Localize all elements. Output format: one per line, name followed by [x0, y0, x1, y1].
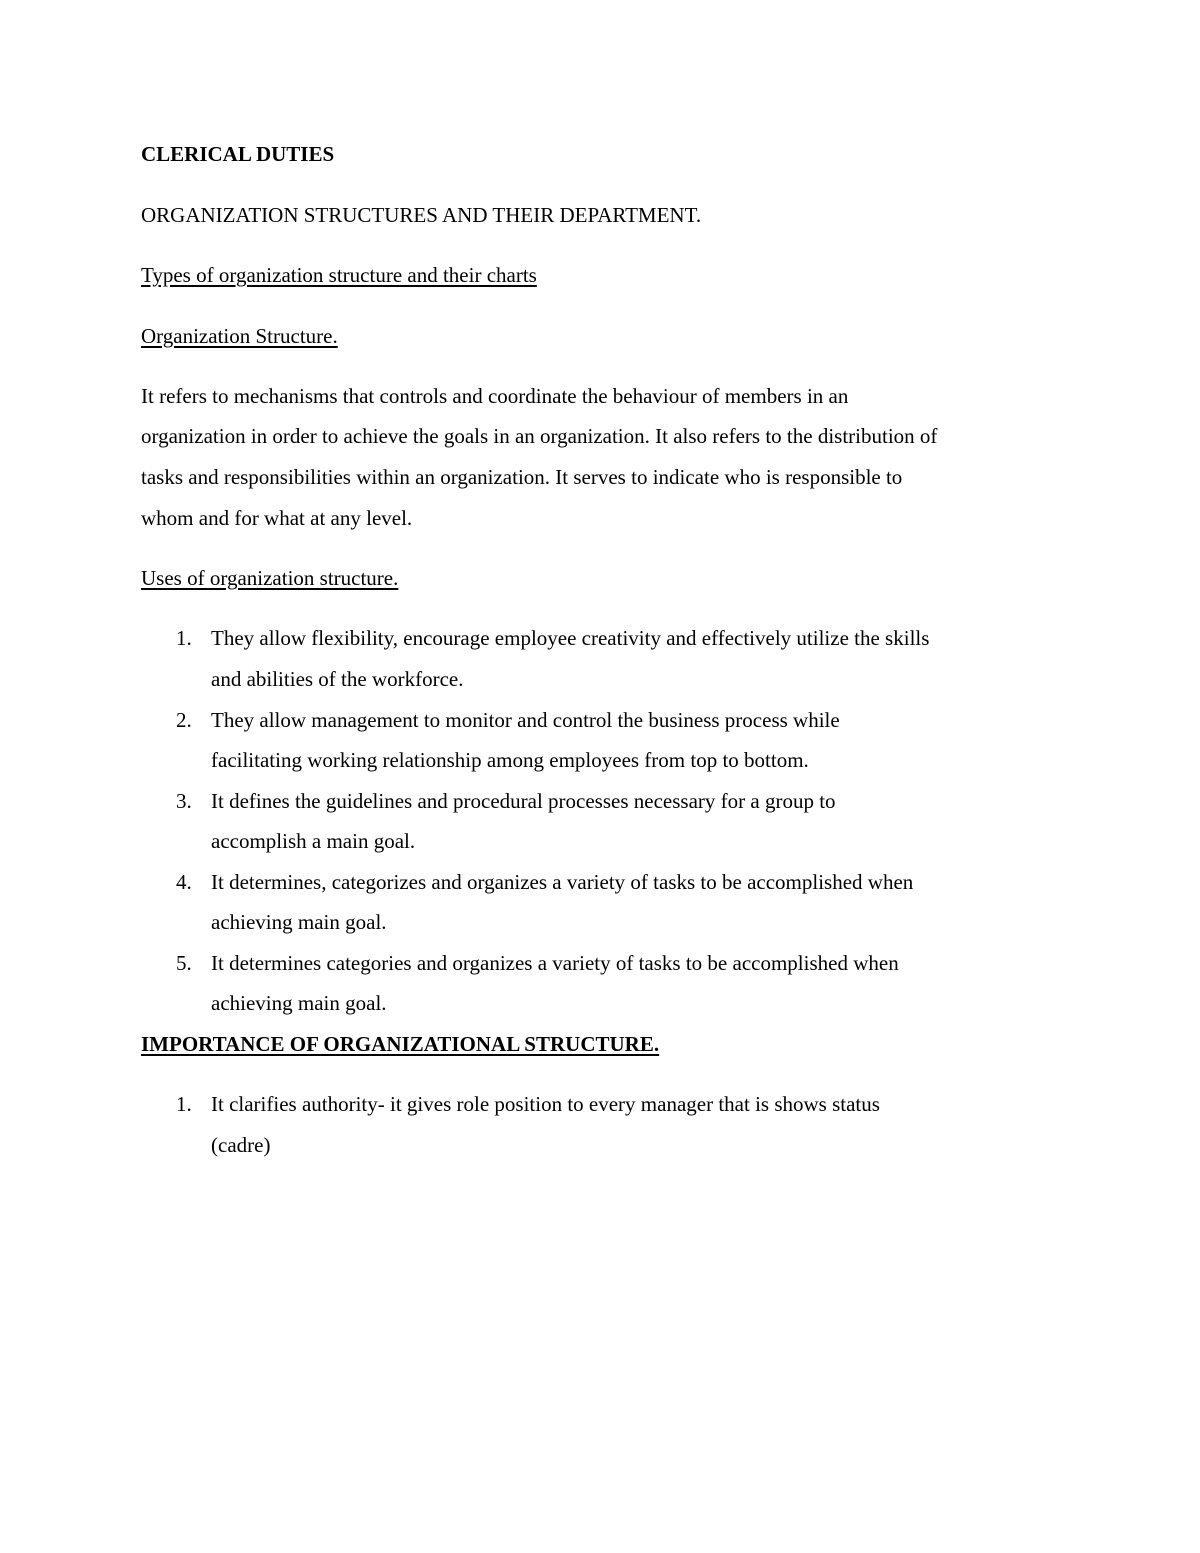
section-heading-types: Types of organization structure and their charts [141, 263, 537, 287]
list-item-text: They allow management to monitor and control the business process while [211, 708, 840, 732]
list-item-text: (cadre) [211, 1133, 271, 1157]
list-item-number: 1. [176, 626, 192, 650]
list-item-text: achieving main goal. [211, 991, 387, 1015]
section-heading-structure: Organization Structure. [141, 324, 338, 348]
list-item-text: facilitating working relationship among employees from top to bottom. [211, 748, 809, 772]
uses-heading: Uses of organization structure. [141, 566, 399, 590]
list-item-text: achieving main goal. [211, 910, 387, 934]
list-item-number: 2. [176, 708, 192, 732]
paragraph-line: It refers to mechanisms that controls and coordinate the behaviour of members in an [141, 384, 849, 408]
list-item-text: It clarifies authority- it gives role position to every manager that is shows status [211, 1092, 880, 1116]
document-title: CLERICAL DUTIES [141, 142, 335, 166]
list-item-text: They allow flexibility, encourage employee creativity and effectively utilize the skills [211, 626, 930, 650]
list-item-text: It determines categories and organizes a variety of tasks to be accomplished when [211, 951, 899, 975]
list-item-number: 4. [176, 870, 192, 894]
list-item-text: It defines the guidelines and procedural processes necessary for a group to [211, 789, 836, 813]
document-subtitle: ORGANIZATION STRUCTURES AND THEIR DEPARTMENT. [141, 203, 702, 227]
list-item-text: It determines, categorizes and organizes a variety of tasks to be accomplished when [211, 870, 914, 894]
paragraph-line: whom and for what at any level. [141, 506, 413, 530]
list-item-number: 1. [176, 1092, 192, 1116]
paragraph-line: organization in order to achieve the goals in an organization. It also refers to the distribution of [141, 424, 938, 448]
list-item-text: accomplish a main goal. [211, 829, 416, 853]
list-item-text: and abilities of the workforce. [211, 667, 464, 691]
paragraph-line: tasks and responsibilities within an organization. It serves to indicate who is responsible to [141, 465, 903, 489]
importance-heading: IMPORTANCE OF ORGANIZATIONAL STRUCTURE. [141, 1032, 660, 1056]
list-item-number: 3. [176, 789, 192, 813]
list-item-number: 5. [176, 951, 192, 975]
